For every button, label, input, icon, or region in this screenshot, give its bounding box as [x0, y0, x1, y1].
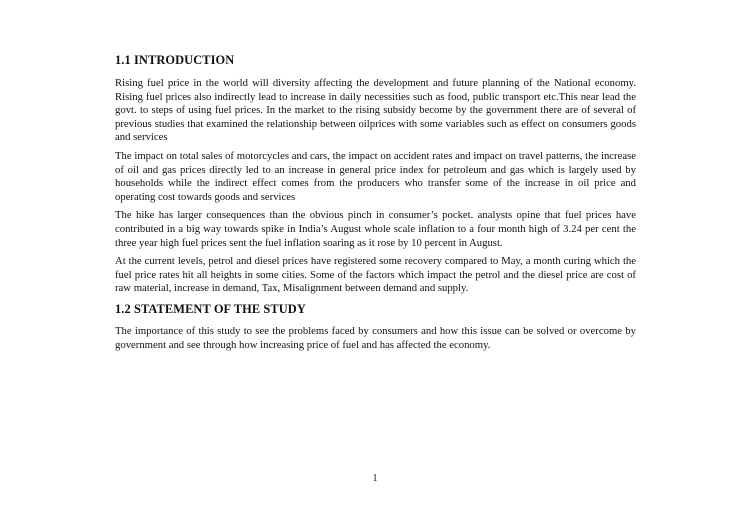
- section-heading-introduction: 1.1 INTRODUCTION: [115, 53, 235, 67]
- intro-paragraph-4: At the current levels, petrol and diesel prices have registered some recovery compared to May, a month curing which the fuel price rates hit all heights in some cities. Some of the factors which impact the petrol and the diesel price are cost of raw material, increase in demand, Tax, Misalignment between demand and supply.: [115, 255, 636, 295]
- intro-paragraph-2: The impact on total sales of motorcycles and cars, the impact on accident rates and impact on travel patterns, the increase of oil and gas prices directly led to an increase in general price index for petroleum and gas which is largely used by households while the indirect effect comes from the producers who transfer some of the increase in oil price and operating cost towards goods and services: [115, 149, 636, 203]
- page-content: [115, 52, 636, 357]
- page-number: 1: [372, 473, 378, 484]
- intro-paragraph-3: The hike has larger consequences than the obvious pinch in consumer’s pocket. analysts opine that fuel prices have contributed in a big way towards spike in India’s August whole scale inflation to a four month high of 3.24 per cent the three year high fuel prices sent the fuel inflation soaring as it rose by 10 percent in August.: [115, 209, 636, 249]
- section-heading-statement: 1.2 STATEMENT OF THE STUDY: [115, 301, 306, 316]
- intro-paragraph-1: Rising fuel price in the world will diversity affecting the development and future planning of the National economy. Rising fuel prices also indirectly lead to increase in daily necessities such as food, public transport etc.This near lead the govt. to steps of using fuel prices. In the market to the rising subsidy become by the government there are of several of previous studies that examined the relationship between oilprices with some variables such as effect on consumers goods and services: [115, 77, 636, 144]
- statement-paragraph-1: The importance of this study to see the problems faced by consumers and how this issue can be solved or overcome by government and see through how increasing price of fuel and has affected the economy.: [115, 324, 636, 351]
